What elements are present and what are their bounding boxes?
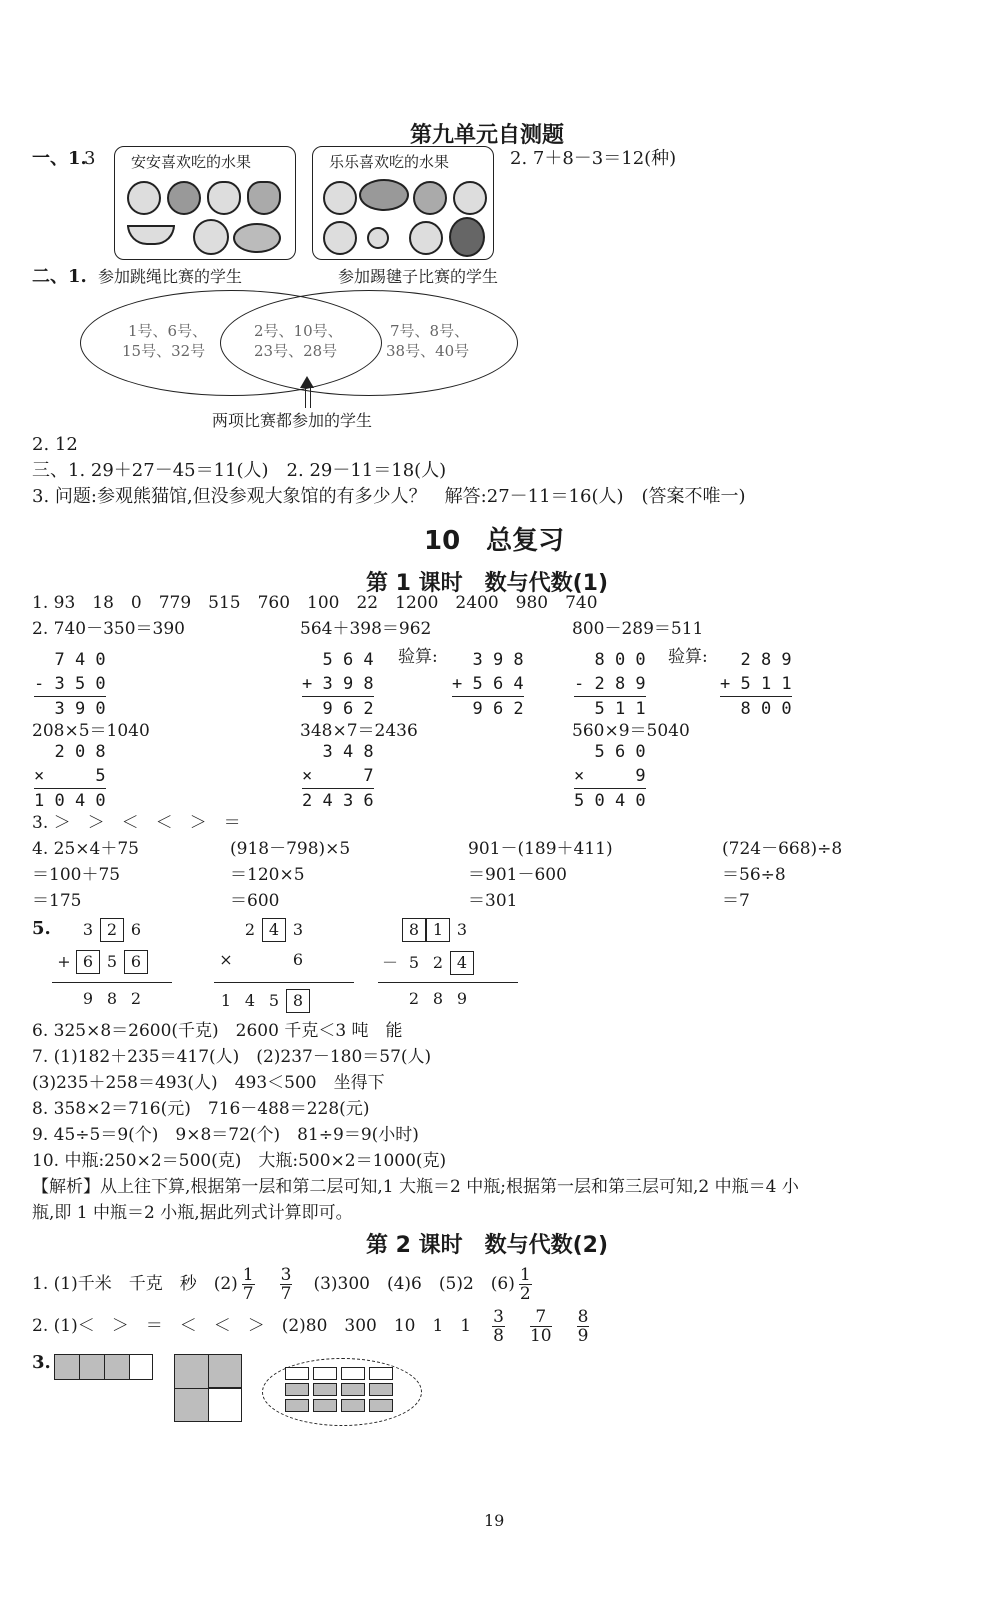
fillin-calc-sub: 8 1 3 － 5 2 4 2 8 9: [378, 918, 518, 1015]
l1-q2f: 560×9＝5040: [572, 721, 690, 741]
venn-right-l2: 38号、40号: [386, 342, 470, 360]
q1-part2: 2. 7＋8－3＝12(种): [510, 148, 677, 169]
l1-q4-c3-r2: ＝901－600: [468, 865, 567, 885]
fruit-box-anan-title: 安安喜欢吃的水果: [131, 153, 252, 171]
vertical-calc-564-398: 5 6 4 + 3 9 8 9 6 2: [302, 650, 374, 719]
unit9-title: 第九单元自测题: [410, 123, 565, 148]
vertical-calc-800-289: 8 0 0 - 2 8 9 5 1 1: [574, 650, 646, 719]
mango-icon: [359, 179, 409, 211]
l1-q4-c1-r1: 4. 25×4＋75: [32, 839, 139, 859]
l1-q7a: 7. (1)182＋235＝417(人) (2)237－180＝57(人): [32, 1047, 432, 1067]
dashed-ellipse-group: [262, 1358, 422, 1426]
q2-part2: 2. 12: [32, 434, 78, 455]
l1-q2e: 348×7＝2436: [300, 721, 418, 741]
l1-q2a: 2. 740－350＝390: [32, 619, 185, 639]
lesson2-title: 第 2 课时 数与代数(2): [366, 1233, 609, 1258]
l1-q4-c2-r1: (918－798)×5: [230, 839, 351, 859]
l1-q2c: 800－289＝511: [572, 619, 704, 639]
venn-left-l2: 15号、32号: [122, 342, 206, 360]
l1-q2b: 564＋398＝962: [300, 619, 432, 639]
vertical-calc-348x7: 3 4 8 × 7 2 4 3 6: [302, 742, 374, 811]
shaded-bar-shape: [54, 1354, 152, 1380]
shaded-square-shape: [174, 1354, 242, 1422]
fillin-calc-mult: 2 4 3 × 6 1 4 5 8: [214, 918, 354, 1015]
venn-mid-l2: 23号、28号: [254, 342, 338, 360]
l2-q1-mid: (3)300 (4)6 (5)2 (6): [313, 1274, 515, 1294]
dragonfruit-icon: [453, 181, 487, 215]
peach-icon: [193, 219, 229, 255]
l1-q4-c3-r1: 901－(189＋411): [468, 839, 613, 859]
pear-icon: [207, 181, 241, 215]
fraction-8-9: $\frac{8}{9}$: [577, 1307, 589, 1346]
l1-q5-label: 5.: [32, 918, 51, 939]
banana-icon: [127, 225, 175, 245]
q1-answer: 3: [84, 148, 96, 169]
venn-mid-l1: 2号、10号、: [254, 322, 343, 340]
fruit-box-lele-title: 乐乐喜欢吃的水果: [329, 153, 450, 171]
fraction-1-7: $\frac{1}{7}$: [242, 1265, 254, 1304]
vertical-calc-740-350: 7 4 0 - 3 5 0 3 9 0: [34, 650, 106, 719]
l2-q1: [32, 1262, 536, 1306]
lesson1-title: 第 1 课时 数与代数(1): [366, 571, 609, 596]
venn-left-label: 参加跳绳比赛的学生: [98, 267, 243, 286]
l1-q8: 8. 358×2＝716(元) 716－488＝228(元): [32, 1099, 370, 1119]
apple-icon: [323, 181, 357, 215]
l1-q7b: (3)235＋258＝493(人) 493＜500 坐得下: [32, 1073, 385, 1093]
check-label-1: 验算:: [398, 647, 438, 667]
l1-q4-c3-r3: ＝301: [468, 891, 518, 911]
arrow-shaft: [305, 386, 311, 408]
q2-label: 二、1.: [32, 266, 87, 287]
venn-left-l1: 1号、6号、: [128, 322, 208, 340]
cherry-icon: [367, 227, 389, 249]
l1-q4-c1-r2: ＝100＋75: [32, 865, 121, 885]
l1-q3: 3. ＞ ＞ ＜ ＜ ＞ ＝: [32, 813, 241, 833]
vertical-check-289-511: 2 8 9 + 5 1 1 8 0 0: [720, 650, 792, 719]
l1-analysis-line2: 瓶,即 1 中瓶＝2 小瓶,据此列式计算即可。: [32, 1203, 353, 1223]
fraction-1-2: $\frac{1}{2}$: [519, 1265, 531, 1304]
chapter-title: 10 总复习: [424, 526, 565, 556]
l1-q1: 1. 93 18 0 779 515 760 100 22 1200 2400 980 740: [32, 593, 598, 613]
fruit-box-lele: [312, 146, 494, 260]
fraction-3-7: $\frac{3}{7}$: [280, 1265, 292, 1304]
l1-q4-c2-r2: ＝120×5: [230, 865, 305, 885]
q3-part3: 3. 问题:参观熊猫馆,但没参观大象馆的有多少人？ 解答:27－11＝16(人) (答案不唯一): [32, 486, 746, 507]
strawberry-icon: [413, 181, 447, 215]
page-number: 19: [484, 1511, 505, 1530]
fraction-7-10: $\frac{7}{10}$: [529, 1307, 552, 1346]
check-label-2: 验算:: [668, 647, 708, 667]
grape-icon: [323, 221, 357, 255]
l1-q6: 6. 325×8＝2600(千克) 2600 千克＜3 吨 能: [32, 1021, 403, 1041]
l1-q2d: 208×5＝1040: [32, 721, 150, 741]
fraction-3-8: $\frac{3}{8}$: [493, 1307, 504, 1346]
l1-q10: 10. 中瓶:250×2＝500(克) 大瓶:500×2＝1000(克): [32, 1151, 447, 1171]
venn-right-l1: 7号、8号、: [390, 322, 470, 340]
lemon-icon: [409, 221, 443, 255]
l2-q3-label: 3.: [32, 1352, 51, 1373]
l1-q4-c4-r1: (724－668)÷8: [722, 839, 843, 859]
l2-q2-pre: 2. (1)＜ ＞ ＝ ＜ ＜ ＞ (2)80 300 10 1 1: [32, 1316, 472, 1336]
fruit-box-anan: [114, 146, 296, 260]
vertical-calc-560x9: 5 6 0 × 9 5 0 4 0: [574, 742, 646, 811]
vertical-check-398-564: 3 9 8 + 5 6 4 9 6 2: [452, 650, 524, 719]
watermelon-icon: [449, 217, 485, 257]
l2-q1-pre: 1. (1)千米 千克 秒 (2): [32, 1274, 238, 1294]
l2-q2: [32, 1304, 593, 1348]
fillin-calc-add: 3 2 6 + 6 5 6 9 8 2: [52, 918, 172, 1015]
orange-icon: [167, 181, 201, 215]
mango-icon: [233, 223, 281, 253]
l1-q4-c1-r3: ＝175: [32, 891, 82, 911]
l1-q9: 9. 45÷5＝9(个) 9×8＝72(个) 81÷9＝9(小时): [32, 1125, 419, 1145]
l1-q4-c4-r3: ＝7: [722, 891, 750, 911]
strawberry-icon: [247, 181, 281, 215]
q3-part1: 三、1. 29＋27－45＝11(人) 2. 29－11＝18(人): [32, 460, 447, 481]
apple-icon: [127, 181, 161, 215]
q1-label: 一、1.: [32, 148, 87, 169]
l1-q4-c4-r2: ＝56÷8: [722, 865, 786, 885]
venn-right-label: 参加踢毽子比赛的学生: [338, 267, 499, 286]
venn-bottom-label: 两项比赛都参加的学生: [212, 411, 373, 430]
l1-q4-c2-r3: ＝600: [230, 891, 280, 911]
vertical-calc-208x5: 2 0 8 × 5 1 0 4 0: [34, 742, 106, 811]
l1-analysis-line1: 【解析】从上往下算,根据第一层和第二层可知,1 大瓶＝2 中瓶;根据第一层和第三层可知,2 中瓶＝4 小: [32, 1177, 799, 1197]
